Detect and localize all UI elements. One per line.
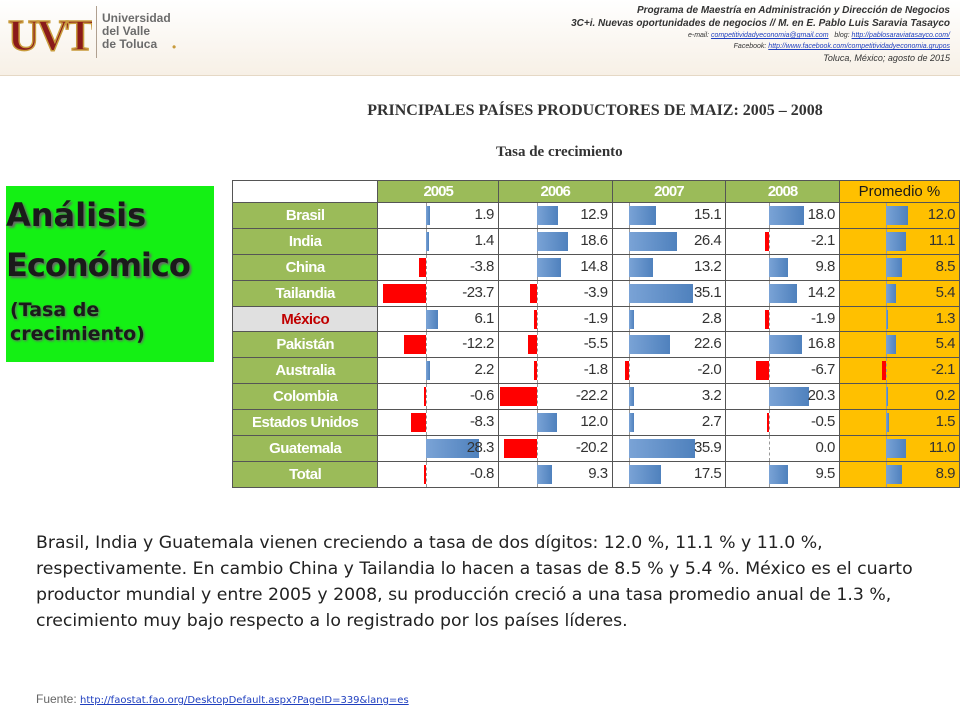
table-row xyxy=(233,203,960,229)
value-cell xyxy=(612,461,726,487)
value-cell xyxy=(498,254,612,280)
positive-bar xyxy=(426,361,430,380)
growth-table xyxy=(232,180,960,488)
value-label: 35.1 xyxy=(693,283,722,301)
column-header: 2007 xyxy=(612,181,726,203)
page-title: PRINCIPALES PAÍSES PRODUCTORES DE MAIZ: 2005 – 2008 xyxy=(367,102,823,119)
value-cell xyxy=(726,410,840,436)
value-label: -0.5 xyxy=(810,413,835,431)
value-cell xyxy=(498,410,612,436)
blog-label: blog: xyxy=(834,32,850,39)
value-cell xyxy=(498,384,612,410)
negative-bar xyxy=(383,284,427,303)
value-label: -3.8 xyxy=(470,257,494,275)
value-cell xyxy=(612,410,726,436)
negative-bar xyxy=(424,465,426,484)
country-name: Colombia xyxy=(233,384,378,410)
value-cell xyxy=(726,306,840,332)
value-label: 9.3 xyxy=(588,464,608,482)
country-name: Total xyxy=(233,461,378,487)
positive-bar xyxy=(629,413,634,432)
country-name: Brasil xyxy=(233,203,378,229)
value-cell xyxy=(612,254,726,280)
zero-line xyxy=(537,281,538,306)
country-name: Estados Unidos xyxy=(233,410,378,436)
positive-bar xyxy=(426,310,437,329)
logo-divider xyxy=(96,6,97,58)
positive-bar xyxy=(629,439,695,458)
logo-dot-icon: • xyxy=(172,40,177,54)
source-label: Fuente: xyxy=(36,692,77,706)
positive-bar xyxy=(537,258,561,277)
table-corner-cell xyxy=(233,181,378,203)
value-cell xyxy=(726,436,840,462)
zero-line xyxy=(886,358,887,383)
table-row xyxy=(233,384,960,410)
negative-bar xyxy=(504,439,537,458)
value-label: 2.2 xyxy=(474,361,494,379)
positive-bar xyxy=(629,258,653,277)
negative-bar xyxy=(528,335,537,354)
zero-line xyxy=(537,307,538,332)
value-cell xyxy=(612,358,726,384)
value-cell xyxy=(378,306,499,332)
value-cell xyxy=(839,384,959,410)
table-row xyxy=(233,358,960,384)
value-cell xyxy=(498,203,612,229)
value-label: -23.7 xyxy=(462,283,494,301)
value-label: 26.4 xyxy=(693,231,722,249)
place-date: Toluca, México; agosto de 2015 xyxy=(823,53,950,63)
value-cell xyxy=(498,358,612,384)
positive-bar xyxy=(426,206,430,225)
value-label: 18.6 xyxy=(580,231,608,249)
value-cell xyxy=(378,358,499,384)
positive-bar xyxy=(629,284,694,303)
value-label: 6.1 xyxy=(474,309,494,327)
value-label: 28.3 xyxy=(466,439,494,457)
value-cell xyxy=(726,228,840,254)
value-label: 1.4 xyxy=(474,231,494,249)
email-label: e-mail: xyxy=(687,32,709,39)
value-cell xyxy=(612,306,726,332)
value-cell xyxy=(378,254,499,280)
analysis-paragraph: Brasil, India y Guatemala vienen creciendo a tasa de dos dígitos: 12.0 %, 11.1 % y 11.0 %, respectivamente. En cambio China y Tailandia lo hacen a tasas de 8.5 % y 5.4 %. México es el cuarto productor mundial y entre 2005 y 2008, su producción creció a una tasa promedio anual de 1.3 %, crecimiento muy bajo respecto a lo registrado por los países líderes. xyxy=(36,533,913,631)
zero-line xyxy=(426,281,427,306)
value-cell xyxy=(378,332,499,358)
country-name: Australia xyxy=(233,358,378,384)
value-cell xyxy=(378,384,499,410)
analysis-box-title-line1: Análisis xyxy=(6,196,147,234)
positive-bar xyxy=(886,232,907,251)
positive-bar xyxy=(629,465,661,484)
column-header: Promedio % xyxy=(839,181,959,203)
positive-bar xyxy=(886,465,902,484)
value-cell xyxy=(726,254,840,280)
value-cell xyxy=(726,461,840,487)
value-cell xyxy=(612,384,726,410)
positive-bar xyxy=(886,206,908,225)
value-cell xyxy=(378,228,499,254)
value-cell xyxy=(498,436,612,462)
negative-bar xyxy=(767,413,769,432)
value-label: 35.9 xyxy=(693,439,722,457)
university-name xyxy=(102,12,172,51)
value-cell xyxy=(839,436,959,462)
value-cell xyxy=(839,332,959,358)
value-cell xyxy=(839,306,959,332)
value-label: -22.2 xyxy=(575,387,608,405)
value-label: 14.8 xyxy=(580,257,608,275)
value-label: 8.9 xyxy=(935,464,955,482)
column-header: 2006 xyxy=(498,181,612,203)
value-label: 15.1 xyxy=(693,206,722,223)
table-row xyxy=(233,306,960,332)
negative-bar xyxy=(625,361,629,380)
value-cell xyxy=(839,358,959,384)
value-cell xyxy=(378,280,499,306)
table-header-row xyxy=(233,181,960,203)
uvt-logo-icon xyxy=(6,6,92,58)
value-cell xyxy=(498,280,612,306)
value-label: -8.3 xyxy=(470,413,494,431)
value-label: 20.3 xyxy=(807,387,835,405)
value-label: 18.0 xyxy=(807,206,835,223)
source-link[interactable]: http://faostat.fao.org/DesktopDefault.aspx?PageID=339&lang=es xyxy=(80,695,409,706)
negative-bar xyxy=(411,413,426,432)
table-row xyxy=(233,410,960,436)
value-label: 12.0 xyxy=(927,206,955,223)
positive-bar xyxy=(629,310,634,329)
value-cell xyxy=(726,332,840,358)
positive-bar xyxy=(886,284,896,303)
analysis-box-title-line2: Económico xyxy=(6,246,190,284)
course-title: 3C+i. Nuevas oportunidades de negocios // M. en E. Pablo Luis Saravia Tasayco xyxy=(571,18,950,29)
value-cell xyxy=(612,203,726,229)
value-cell xyxy=(612,436,726,462)
value-label: 12.0 xyxy=(580,413,608,431)
table-row xyxy=(233,436,960,462)
column-header: 2008 xyxy=(726,181,840,203)
value-label: 14.2 xyxy=(807,283,835,301)
country-name: Pakistán xyxy=(233,332,378,358)
zero-line xyxy=(769,358,770,383)
table-row xyxy=(233,280,960,306)
email-link[interactable]: competitividadyeconomia@gmail.com xyxy=(710,32,829,39)
value-label: 13.2 xyxy=(693,257,722,275)
negative-bar xyxy=(882,361,886,380)
value-cell xyxy=(378,203,499,229)
zero-line xyxy=(537,332,538,357)
program-info xyxy=(430,4,950,64)
value-cell xyxy=(378,461,499,487)
value-label: 9.5 xyxy=(815,464,835,482)
value-cell xyxy=(839,228,959,254)
zero-line xyxy=(426,384,427,409)
positive-bar xyxy=(537,465,552,484)
value-label: 0.2 xyxy=(935,387,955,405)
university-name-line: de Toluca xyxy=(102,37,158,51)
contact-line xyxy=(430,30,950,41)
positive-bar xyxy=(629,232,678,251)
value-label: -2.1 xyxy=(810,231,835,249)
country-name: Guatemala xyxy=(233,436,378,462)
positive-bar xyxy=(769,258,788,277)
zero-line xyxy=(537,358,538,383)
value-cell xyxy=(726,358,840,384)
positive-bar xyxy=(886,310,888,329)
positive-bar xyxy=(886,387,888,406)
value-label: 1.9 xyxy=(474,206,494,223)
value-label: 8.5 xyxy=(935,257,955,275)
value-label: 17.5 xyxy=(693,464,722,482)
value-cell xyxy=(378,436,499,462)
negative-bar xyxy=(404,335,427,354)
value-cell xyxy=(612,280,726,306)
value-cell xyxy=(839,254,959,280)
positive-bar xyxy=(629,387,635,406)
positive-bar xyxy=(537,232,568,251)
country-name: Tailandia xyxy=(233,280,378,306)
negative-bar xyxy=(765,310,769,329)
positive-bar xyxy=(769,335,802,354)
value-cell xyxy=(839,203,959,229)
value-cell xyxy=(726,280,840,306)
value-label: 5.4 xyxy=(935,335,955,353)
positive-bar xyxy=(629,335,671,354)
value-label: -0.6 xyxy=(470,387,494,405)
value-label: 12.9 xyxy=(580,206,608,223)
negative-bar xyxy=(500,387,537,406)
negative-bar xyxy=(765,232,769,251)
value-label: -1.8 xyxy=(583,361,608,379)
country-name: India xyxy=(233,228,378,254)
value-cell xyxy=(498,306,612,332)
value-label: 5.4 xyxy=(935,283,955,301)
value-label: -20.2 xyxy=(575,439,608,457)
positive-bar xyxy=(886,258,902,277)
zero-line xyxy=(769,307,770,332)
value-cell xyxy=(378,410,499,436)
positive-bar xyxy=(537,206,558,225)
zero-line xyxy=(426,410,427,435)
positive-bar xyxy=(886,413,889,432)
table-row xyxy=(233,254,960,280)
value-label: -12.2 xyxy=(462,335,494,353)
facebook-label: Facebook: xyxy=(733,43,767,50)
value-label: 9.8 xyxy=(815,257,835,275)
negative-bar xyxy=(424,387,426,406)
value-label: -1.9 xyxy=(810,309,835,327)
value-cell xyxy=(498,461,612,487)
value-label: 16.8 xyxy=(807,335,835,353)
negative-bar xyxy=(419,258,426,277)
positive-bar xyxy=(769,206,804,225)
value-label: 22.6 xyxy=(693,335,722,353)
value-cell xyxy=(612,228,726,254)
university-name-line: Universidad xyxy=(102,11,171,25)
column-header: 2005 xyxy=(378,181,499,203)
positive-bar xyxy=(886,335,896,354)
value-label: -0.8 xyxy=(470,464,494,482)
header-banner xyxy=(0,0,960,76)
zero-line xyxy=(769,229,770,254)
analysis-box-subtitle: (Tasa de crecimiento) xyxy=(10,299,145,345)
value-cell xyxy=(726,203,840,229)
positive-bar xyxy=(769,387,809,406)
value-label: 1.5 xyxy=(935,413,955,431)
zero-line xyxy=(537,436,538,461)
positive-bar xyxy=(769,284,797,303)
positive-bar xyxy=(886,439,906,458)
value-label: 11.0 xyxy=(928,439,955,457)
value-label: 2.8 xyxy=(701,309,722,327)
table-row xyxy=(233,461,960,487)
value-label: 0.0 xyxy=(815,439,835,457)
university-name-line: del Valle xyxy=(102,24,151,38)
value-label: -2.1 xyxy=(931,361,955,379)
facebook-line xyxy=(430,41,950,52)
negative-bar xyxy=(530,284,536,303)
value-label: 1.3 xyxy=(935,309,955,327)
value-label: -6.7 xyxy=(810,361,835,379)
value-label: 3.2 xyxy=(701,387,722,405)
positive-bar xyxy=(769,465,788,484)
zero-line xyxy=(537,384,538,409)
zero-line xyxy=(769,436,770,461)
program-title: Programa de Maestría en Administración y Dirección de Negocios xyxy=(636,5,950,16)
value-label: 11.1 xyxy=(928,231,955,249)
table-row xyxy=(233,228,960,254)
value-cell xyxy=(726,384,840,410)
table-row xyxy=(233,332,960,358)
zero-line xyxy=(629,358,630,383)
value-cell xyxy=(839,461,959,487)
page-subtitle: Tasa de crecimiento xyxy=(496,144,623,160)
positive-bar xyxy=(537,413,557,432)
country-name: México xyxy=(233,306,378,332)
value-label: -5.5 xyxy=(583,335,608,353)
zero-line xyxy=(426,462,427,487)
negative-bar xyxy=(756,361,769,380)
zero-line xyxy=(426,332,427,357)
svg-text:UVT: UVT xyxy=(8,11,92,58)
value-cell xyxy=(839,280,959,306)
zero-line xyxy=(769,410,770,435)
value-cell xyxy=(839,410,959,436)
negative-bar xyxy=(534,310,537,329)
negative-bar xyxy=(534,361,537,380)
value-label: -1.9 xyxy=(583,309,608,327)
value-cell xyxy=(498,228,612,254)
zero-line xyxy=(426,255,427,280)
source-note xyxy=(36,692,409,706)
value-cell xyxy=(498,332,612,358)
blog-link[interactable]: http://pablosaraviatasayco.com/ xyxy=(851,32,950,39)
positive-bar xyxy=(426,232,429,251)
value-cell xyxy=(612,332,726,358)
value-label: -2.0 xyxy=(697,361,722,379)
value-label: 2.7 xyxy=(701,413,722,431)
country-name: China xyxy=(233,254,378,280)
value-label: -3.9 xyxy=(583,283,608,301)
positive-bar xyxy=(629,206,657,225)
facebook-link[interactable]: http://www.facebook.com/competitividadyeconomia.grupos xyxy=(768,43,950,50)
